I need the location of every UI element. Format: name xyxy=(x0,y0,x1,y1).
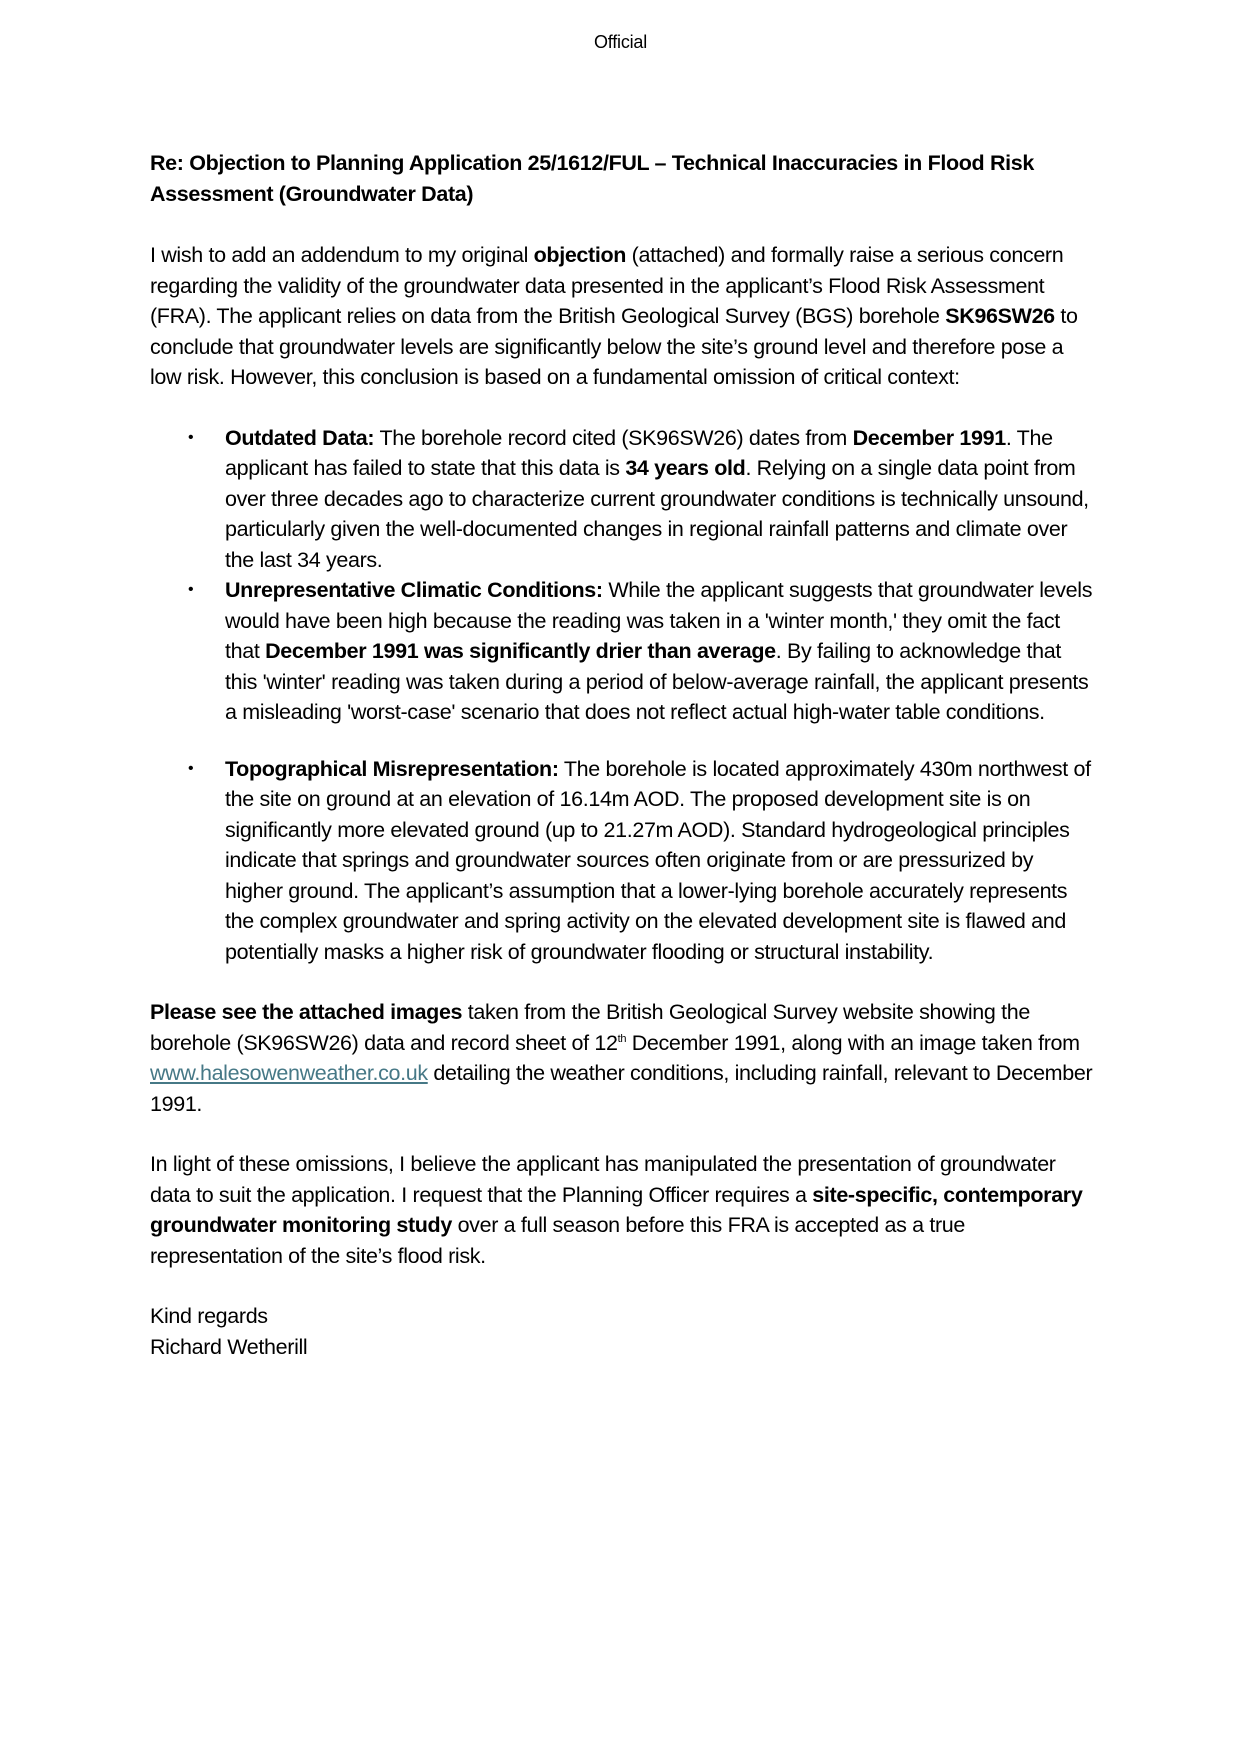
point-text: . The applicant has failed to state that this data is xyxy=(225,425,1053,480)
point-heading: Unrepresentative Climatic Conditions: xyxy=(225,578,603,602)
point-bold: 34 years old xyxy=(625,456,746,480)
signoff-closing: Kind regards xyxy=(150,1304,268,1328)
ordinal-suffix: th xyxy=(617,1032,627,1045)
intro-text: (attached) and formally raise a serious concern regarding the validity of the groundwater data presented in the applicant’s Flood Risk Assessment (FRA). The applicant relies on data from the British Geological Survey (BGS) borehole xyxy=(150,243,1064,328)
attachments-bold: Please see the attached images xyxy=(150,1000,463,1024)
header-classification: Official xyxy=(593,32,648,52)
bullet-icon: • xyxy=(188,581,194,598)
point-text: The borehole is located approximately 430m northwest of the site on ground at an elevation of 16.14m AOD. The proposed development site is on significantly more elevated ground (up to 21.27m AOD). Standard hydrogeological principles indicate that springs and groundwater sources often originate from or are pressurized by higher ground. The applicant’s assumption that a lower-lying borehole accurately represents the complex groundwater and spring activity on the elevated development site is flawed and potentially masks a higher risk of groundwater flooding or structural instability. xyxy=(225,756,1091,964)
request-text: In light of these omissions, I believe the applicant has manipulated the presentation of groundwater data to suit the application. I request that the Planning Officer requires a xyxy=(150,1152,1056,1207)
point-text: . By failing to acknowledge that this 'winter' reading was taken during a period of below-average rainfall, the applicant presents a misleading 'worst-case' scenario that does not reflect actual high-water table conditions. xyxy=(225,639,1089,724)
request-paragraph xyxy=(150,1149,1095,1271)
point-bold: December 1991 was significantly drier than average xyxy=(265,639,776,663)
attachments-text: December 1991, along with an image taken from xyxy=(626,1030,1080,1055)
signoff-name: Richard Wetherill xyxy=(150,1334,308,1359)
intro-text: to conclude that groundwater levels are significantly below the site’s ground level and therefore pose a low risk. However, this conclusion is based on a fundamental omission of critical context: xyxy=(150,304,1078,389)
point-text: The borehole record cited (SK96SW26) dates from xyxy=(374,425,853,450)
bullet-icon: • xyxy=(188,428,194,446)
list-item-topographical xyxy=(150,754,1095,968)
request-text: over a full season before this FRA is accepted as a true representation of the site’s flood risk. xyxy=(150,1213,966,1268)
list-item-outdated-data xyxy=(150,423,1095,576)
letter-body xyxy=(150,148,1095,1362)
point-heading: Outdated Data: xyxy=(225,425,375,450)
request-bold: site-specific, contemporary groundwater monitoring study xyxy=(150,1182,1083,1237)
intro-text: I wish to add an addendum to my original xyxy=(150,243,534,267)
attachments-text: taken from the British Geological Survey website showing the borehole (SK96SW26) data and record sheet of 12 xyxy=(150,1000,1030,1055)
letter-title: Re: Objection to Planning Application 25/1612/FUL – Technical Inaccuracies in Flood Risk Assessment (Groundwater Data) xyxy=(150,151,1034,206)
point-text: . Relying on a single data point from over three decades ago to characterize current groundwater conditions is technically unsound, particularly given the well-documented changes in regional rainfall patterns and climate over the last 34 years. xyxy=(225,456,1089,572)
bullet-icon: • xyxy=(188,759,194,777)
objection-points-list xyxy=(150,423,1095,968)
list-spacer xyxy=(150,728,1095,754)
intro-bold-borehole-id: SK96SW26 xyxy=(945,304,1055,328)
attachments-text: detailing the weather conditions, including rainfall, relevant to December 1991. xyxy=(150,1061,1093,1116)
attachments-paragraph xyxy=(150,997,1095,1119)
list-item-climatic-conditions xyxy=(150,575,1095,728)
point-text: While the applicant suggests that groundwater levels would have been high because the reading was taken in a 'winter month,' they omit the fact that xyxy=(225,578,1093,663)
point-heading: Topographical Misrepresentation: xyxy=(225,756,559,781)
point-bold: December 1991 xyxy=(852,425,1006,450)
intro-bold-objection: objection xyxy=(533,243,627,267)
intro-paragraph xyxy=(150,240,1095,393)
weather-website-link[interactable]: www.halesowenweather.co.uk xyxy=(150,1061,428,1085)
